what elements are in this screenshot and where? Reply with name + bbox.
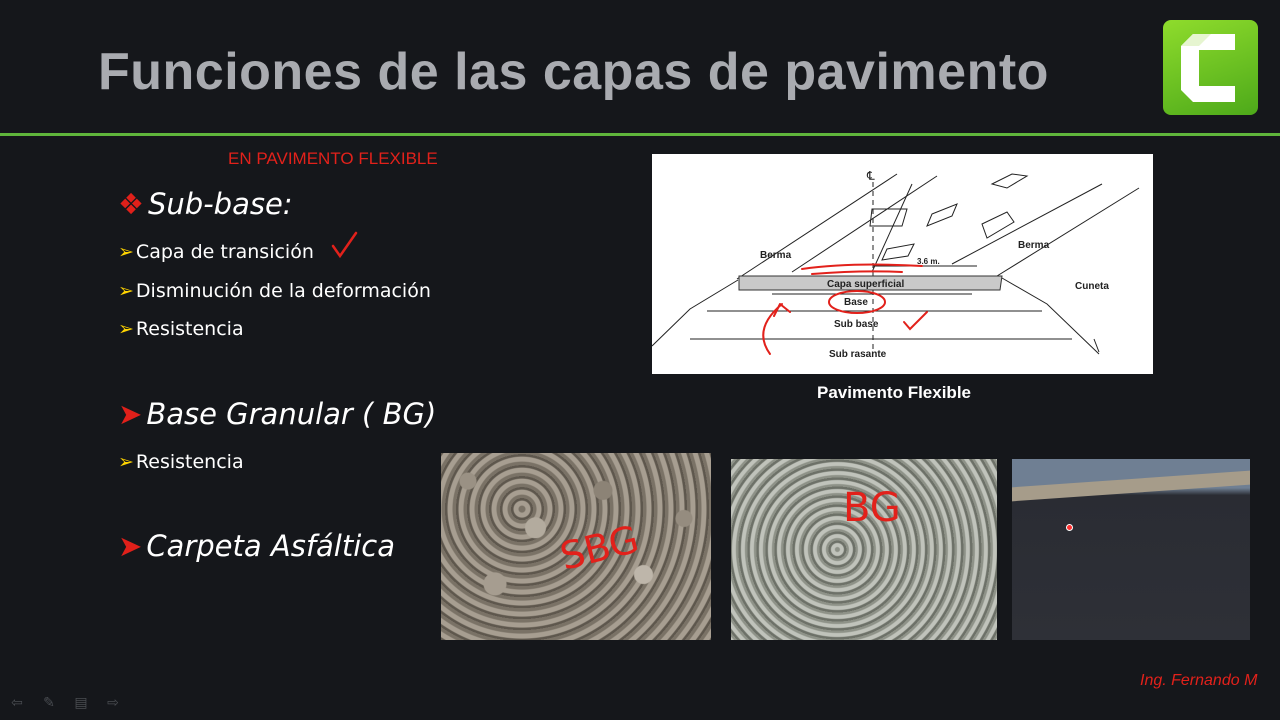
bullet-text: Disminución de la deformación [135, 280, 431, 302]
sub-base-label: Sub base [834, 319, 879, 330]
page-title: Funciones de las capas de pavimento [98, 43, 1049, 101]
sub-rasante-label: Sub rasante [829, 349, 887, 360]
title-divider [0, 133, 1280, 136]
bullet-text: Resistencia [135, 451, 244, 473]
centerline-label: ℄ [867, 169, 875, 183]
camtasia-logo [1163, 20, 1258, 115]
heading-text: Base Granular ( BG) [146, 397, 437, 431]
bullet-item [118, 280, 431, 302]
checkmark-annotation-icon [330, 230, 360, 260]
forward-arrow-icon[interactable]: ⇨ [107, 694, 119, 710]
bullet-text: Resistencia [135, 318, 244, 340]
pavement-diagram [652, 154, 1153, 374]
bullet-item [118, 318, 244, 340]
heading-carpeta-asfaltica [118, 529, 395, 563]
diagram-caption: Pavimento Flexible [817, 383, 971, 402]
pen-icon[interactable]: ✎ [43, 694, 55, 710]
bullet-text: Capa de transición [135, 241, 314, 263]
presentation-toolbar [8, 694, 122, 711]
arrow-bullet-icon: ➢ [118, 280, 134, 302]
back-arrow-icon[interactable]: ⇦ [11, 694, 23, 710]
photo-annotation: SBG [555, 516, 644, 579]
arrow-bullet-icon: ➢ [118, 241, 134, 263]
photo-annotation: BG [843, 485, 901, 531]
curb [1012, 471, 1250, 502]
heading-text: Sub-base: [148, 187, 293, 221]
author-credit: Ing. Fernando M [1140, 672, 1258, 689]
base-label: Base [844, 297, 868, 308]
bullet-item [118, 241, 314, 263]
menu-icon[interactable]: ▤ [74, 694, 88, 710]
berma-left-label: Berma [760, 250, 792, 261]
slide-subtitle: EN PAVIMENTO FLEXIBLE [228, 149, 438, 168]
berma-right-label: Berma [1018, 240, 1050, 251]
arrow-heading-icon: ➤ [118, 529, 143, 563]
diamond-bullet-icon: ❖ [118, 187, 144, 221]
width-label: 3.6 m. [917, 257, 940, 266]
arrow-bullet-icon: ➢ [118, 451, 134, 473]
cuneta-label: Cuneta [1075, 281, 1109, 292]
heading-sub-base [118, 187, 293, 221]
cursor-pointer [1066, 524, 1073, 531]
bullet-item [118, 451, 244, 473]
asphalt-road-photo [1012, 459, 1250, 640]
heading-base-granular [118, 397, 436, 431]
arrow-heading-icon: ➤ [118, 397, 143, 431]
arrow-bullet-icon: ➢ [118, 318, 134, 340]
base-granular-photo [731, 459, 997, 640]
sub-base-gravel-photo [441, 453, 711, 640]
heading-text: Carpeta Asfáltica [146, 529, 395, 563]
capa-label: Capa superficial [827, 279, 905, 290]
